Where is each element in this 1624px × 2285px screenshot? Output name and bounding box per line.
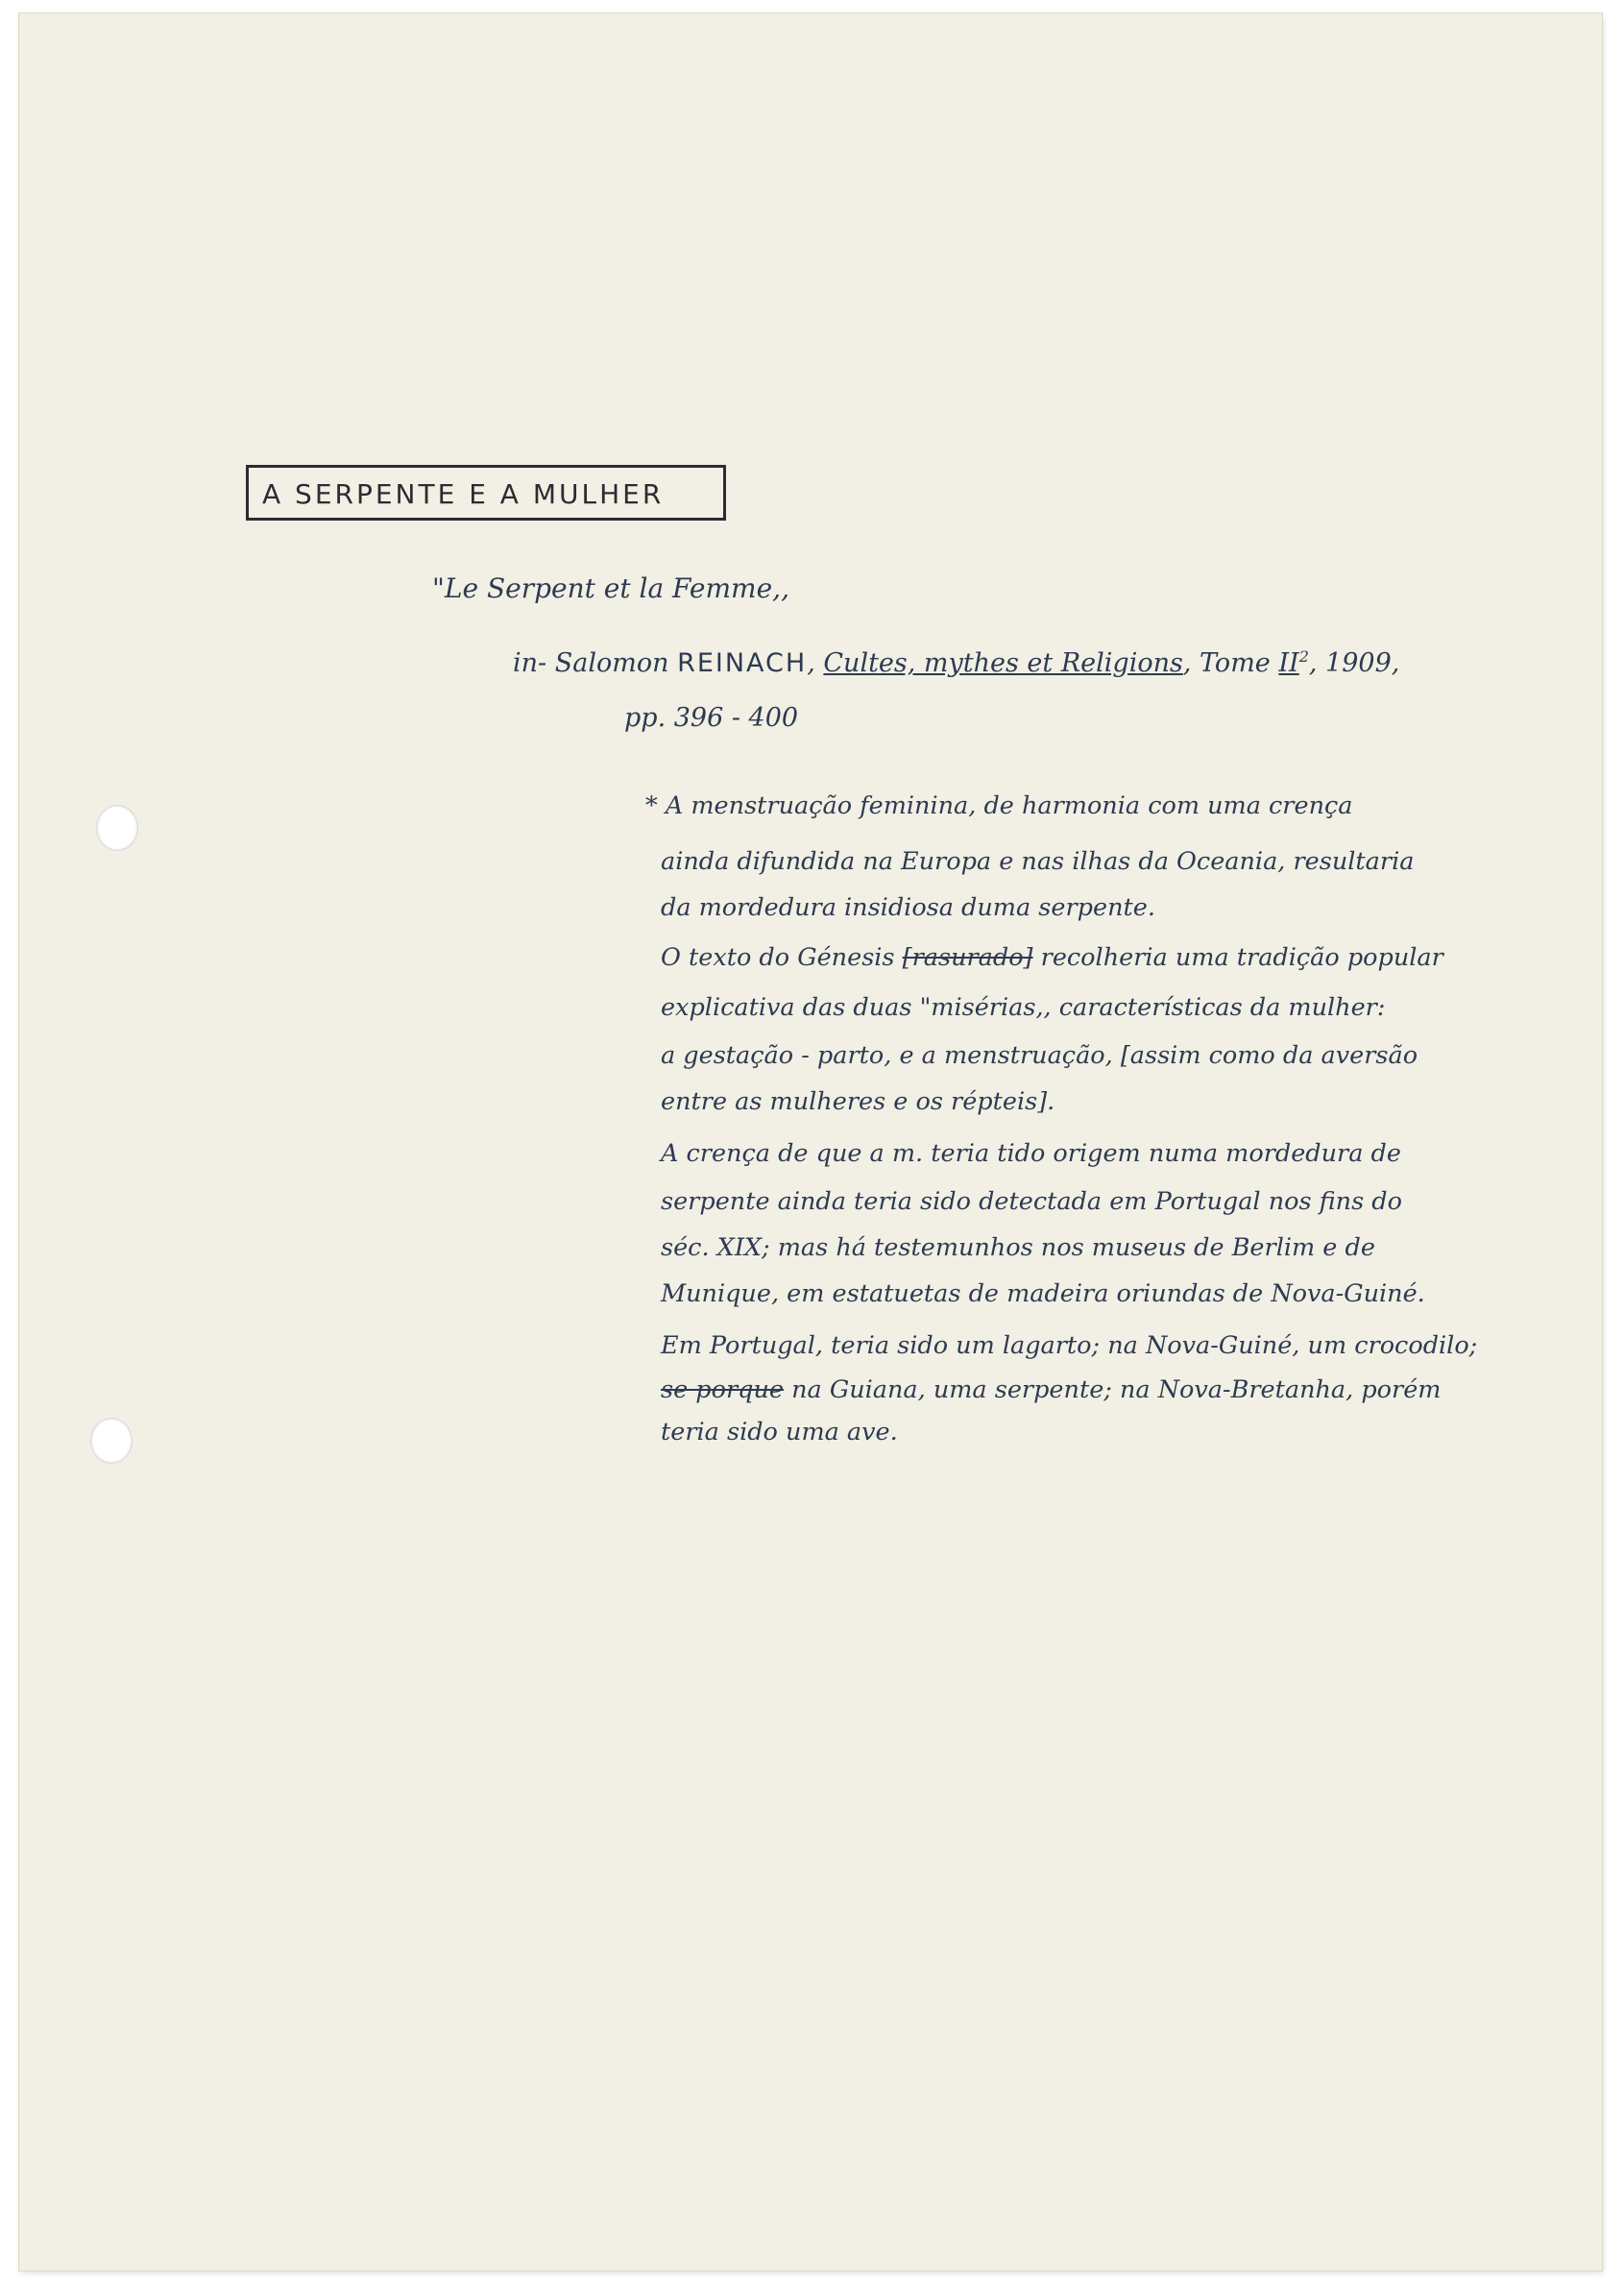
body-line: * A menstruação feminina, de harmonia com uma crença	[645, 791, 1353, 820]
reference-year: , 1909,	[1308, 648, 1400, 678]
reference-author-last: REINACH	[677, 648, 808, 678]
crossed-out-word: se porque	[661, 1375, 784, 1404]
crossed-out-word: [rasurado]	[902, 943, 1033, 972]
reference-line: in- Salomon REINACH, Cultes, mythes et Religions, Tome $II^2$, 1909,	[513, 647, 1400, 678]
punch-hole	[96, 805, 138, 851]
subtitle: "Le Serpent et la Femme,,	[432, 572, 789, 604]
body-text: na Guiana, uma serpente; na Nova-Bretanha, porém	[791, 1375, 1442, 1404]
body-line: explicativa das duas "misérias,, características da mulher:	[661, 993, 1386, 1022]
body-line: séc. XIX; mas há testemunhos nos museus de Berlim e de	[661, 1233, 1375, 1262]
page-title: A SERPENTE E A MULHER	[262, 478, 665, 510]
reference-tome-label: , Tome	[1182, 648, 1271, 678]
body-text: recolheria uma tradição popular	[1040, 943, 1443, 972]
body-line: ainda difundida na Europa e nas ilhas da Oceania, resultaria	[661, 847, 1415, 876]
body-line: teria sido uma ave.	[661, 1418, 898, 1446]
body-line: da mordedura insidiosa duma serpente.	[661, 893, 1155, 922]
body-line-guiana	[661, 1375, 1441, 1404]
pages-reference: pp. 396 - 400	[624, 703, 799, 733]
body-text: O texto do Génesis	[661, 943, 895, 972]
body-line: serpente ainda teria sido detectada em Portugal nos fins do	[661, 1187, 1402, 1216]
reference-tome-sup: 2	[1298, 647, 1309, 666]
body-line: a gestação - parto, e a menstruação, [assim como da aversão	[661, 1041, 1418, 1070]
body-line: Munique, em estatuetas de madeira oriundas de Nova-Guiné.	[661, 1279, 1425, 1308]
reference-tome-number: II	[1278, 648, 1299, 678]
reference-book: Cultes, mythes et Religions	[823, 648, 1183, 678]
manuscript-sheet	[19, 13, 1602, 2271]
title-box	[246, 465, 726, 521]
body-line: entre as mulheres e os répteis].	[661, 1087, 1055, 1116]
punch-hole	[90, 1418, 133, 1464]
body-line: A crença de que a m. teria tido origem numa mordedura de	[661, 1139, 1401, 1168]
reference-prefix: in-	[513, 648, 547, 678]
reference-author-first: Salomon	[554, 648, 669, 678]
body-line: Em Portugal, teria sido um lagarto; na Nova-Guiné, um crocodilo;	[661, 1331, 1478, 1360]
body-line-genesis	[661, 943, 1443, 972]
